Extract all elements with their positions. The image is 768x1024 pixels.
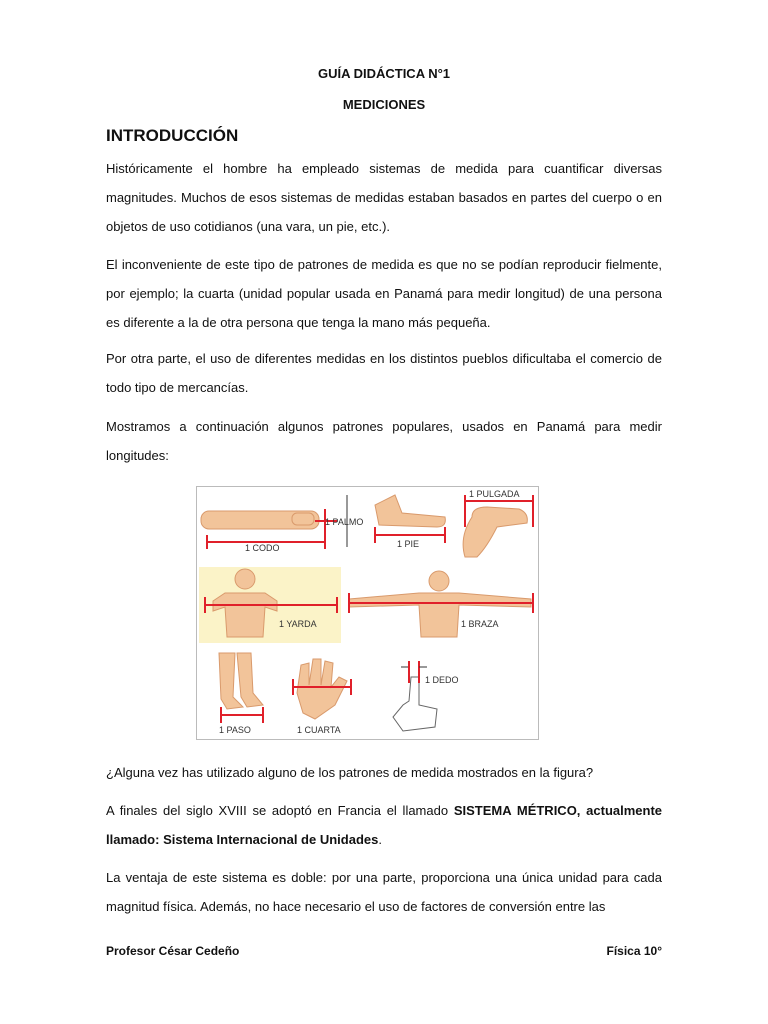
finger-shape bbox=[393, 677, 437, 731]
dedo-panel bbox=[393, 661, 459, 731]
spread-hand-shape bbox=[297, 659, 347, 719]
paragraph-inconvenience: El inconveniente de este tipo de patrones de medida es que no se podían reproducir fielmente, por ejemplo; la cuarta (unidad popular usada en Panamá para medir longitud) de una persona es diferente a la de otra persona que tenga la mano más pequeña. bbox=[106, 257, 662, 330]
label-palmo: 1 PALMO bbox=[325, 517, 364, 527]
label-pie: 1 PIE bbox=[397, 539, 420, 549]
codo-panel bbox=[201, 495, 363, 553]
cuarta-panel bbox=[293, 659, 351, 735]
head-shape-braza bbox=[429, 571, 449, 591]
paragraph-commerce: Por otra parte, el uso de diferentes medidas en los distintos pueblos dificultaba el comercio de todo tipo de mercancías. bbox=[106, 351, 662, 395]
label-braza: 1 BRAZA bbox=[461, 619, 499, 629]
label-yarda: 1 YARDA bbox=[279, 619, 317, 629]
metric-text-end: . bbox=[378, 832, 382, 847]
label-pulgada: 1 PULGADA bbox=[469, 489, 520, 499]
paso-panel bbox=[219, 653, 263, 735]
body-units-illustration bbox=[197, 487, 538, 739]
hand-shape bbox=[292, 513, 314, 525]
label-cuarta: 1 CUARTA bbox=[297, 725, 341, 735]
section-heading: INTRODUCCIÓN bbox=[106, 126, 239, 145]
paragraph-patterns-intro: Mostramos a continuación algunos patrones populares, usados en Panamá para medir longitudes: bbox=[106, 419, 662, 463]
armspan-shape bbox=[349, 593, 531, 637]
metric-text-start: A finales del siglo XVIII se adoptó en Francia el llamado bbox=[106, 803, 454, 818]
braza-panel bbox=[349, 571, 533, 637]
footer-course: Física 10° bbox=[606, 944, 662, 958]
paragraph-history: Históricamente el hombre ha empleado sistemas de medida para cuantificar diversas magnitudes. Muchos de esos sistemas de medidas estaban basados en partes del cuerpo o en objetos de uso cotidianos (una vara, un pie, etc.). bbox=[106, 161, 662, 234]
question-patterns: ¿Alguna vez has utilizado alguno de los patrones de medida mostrados en la figura? bbox=[106, 765, 594, 780]
paragraph-advantage: La ventaja de este sistema es doble: por una parte, proporciona una única unidad para cada magnitud física. Además, no hace necesario el uso de factores de conversión entre las bbox=[106, 870, 662, 914]
metric-text-bold: SISTEMA MÉTRICO, actualmente llamado: Sistema Internacional de Unidades bbox=[106, 803, 663, 847]
guide-title: GUÍA DIDÁCTICA N°1 bbox=[317, 66, 451, 81]
head-shape bbox=[235, 569, 255, 589]
label-paso: 1 PASO bbox=[219, 725, 251, 735]
yarda-panel bbox=[199, 567, 341, 643]
measurement-patterns-figure bbox=[196, 486, 539, 740]
footer-author: Profesor César Cedeño bbox=[106, 944, 240, 958]
pulgada-panel bbox=[463, 489, 533, 557]
thumb-shape bbox=[463, 507, 527, 557]
leg-shape-2 bbox=[237, 653, 263, 707]
paragraph-metric-system bbox=[106, 796, 662, 854]
foot-shape bbox=[375, 495, 445, 527]
label-codo: 1 CODO bbox=[245, 543, 280, 553]
pie-panel bbox=[375, 495, 445, 549]
label-dedo: 1 DEDO bbox=[425, 675, 459, 685]
guide-subtitle: MEDICIONES bbox=[342, 97, 426, 112]
